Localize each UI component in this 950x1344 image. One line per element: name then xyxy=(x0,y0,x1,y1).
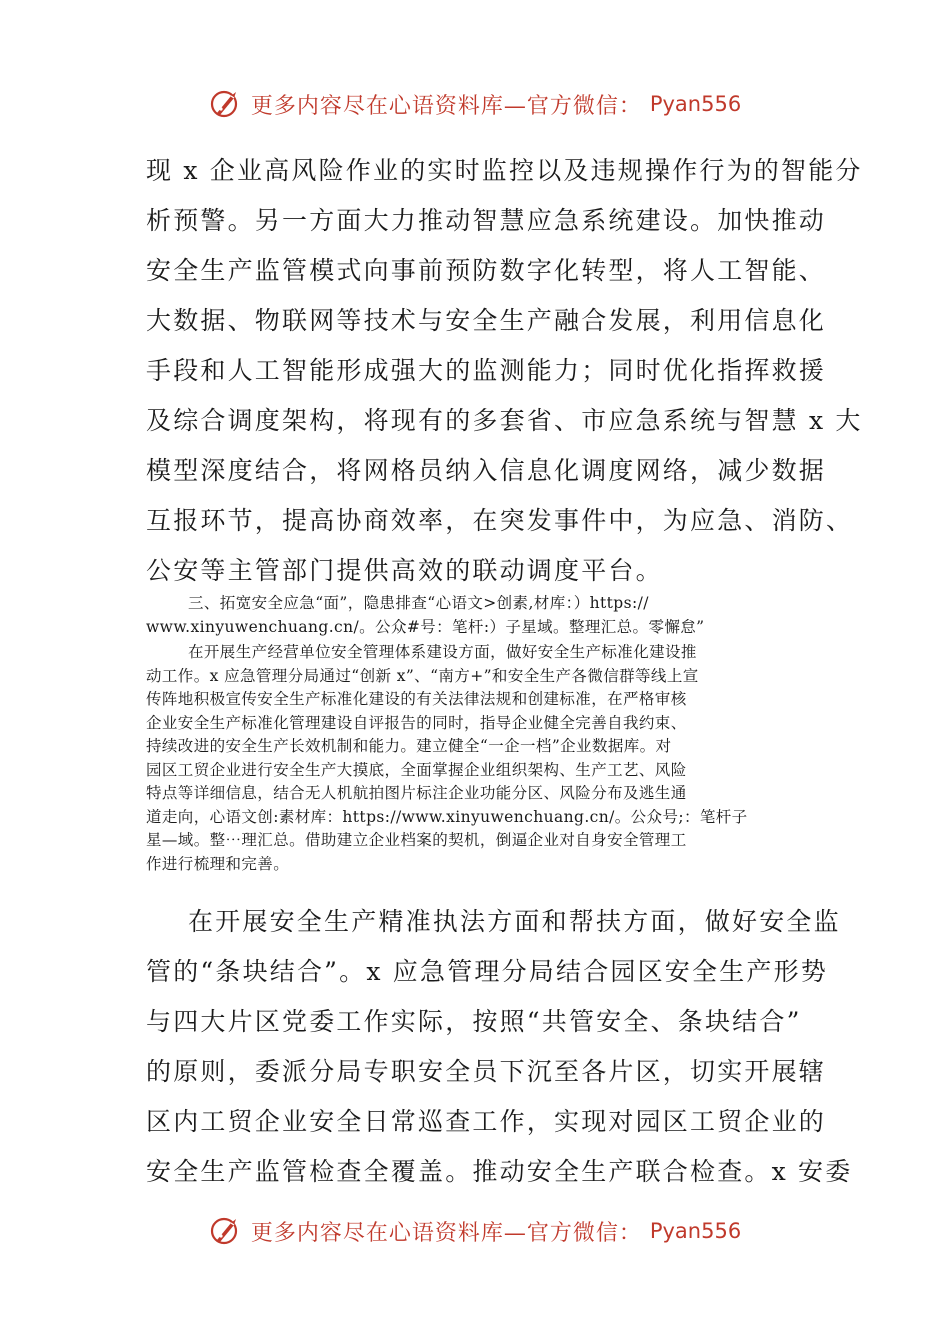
text-line: 作进行梳理和完善。 xyxy=(146,854,290,873)
pen-nib-logo-icon xyxy=(209,1214,243,1248)
text-line: 安全生产监管模式向事前预防数字化转型，将人工智能、 xyxy=(146,256,827,285)
text-line: 互报环节，提高协商效率，在突发事件中，为应急、消防、 xyxy=(146,506,854,535)
text-line: 特点等详细信息，结合无人机航拍图片标注企业功能分区、风险分布及逃生通 xyxy=(146,784,687,802)
text-line: 析预警。另一方面大力推动智慧应急系统建设。加快推动 xyxy=(146,206,827,235)
text-line: 的原则，委派分局专职安全员下沉至各片区，切实开展辖 xyxy=(146,1057,827,1086)
text-line: 传阵地积极宣传安全生产标准化建设的有关法律法规和创建标准，在严格审核 xyxy=(146,690,687,708)
text-line: 企业安全生产标准化管理建设自评报告的同时，指导企业健全完善自我约束、 xyxy=(146,713,687,732)
text-line: 区内工贸企业安全日常巡查工作，实现对园区工贸企业的 xyxy=(146,1107,827,1136)
text-line: 模型深度结合，将网格员纳入信息化调度网络，减少数据 xyxy=(146,456,827,485)
body-paragraph-2 xyxy=(146,897,853,1197)
text-line: 管的“条块结合”。x 应急管理分局结合园区安全生产形势 xyxy=(146,957,829,986)
banner-text: 更多内容尽在心语资料库—官方微信： xyxy=(250,1220,642,1246)
text-line: 动工作。x 应急管理分局通过“创新 x”、“南方+”和安全生产各微信群等线上宣 xyxy=(146,666,699,685)
banner-wechat-id: Pyan556 xyxy=(649,1219,742,1243)
text-line: 道走向，心语文创:素材库：https://www.xinyuwenchuang.cn/。公众号;：笔杆子 xyxy=(146,807,748,826)
small-paragraph xyxy=(146,641,810,876)
section-heading xyxy=(146,592,810,639)
text-line: 公安等主管部门提供高效的联动调度平台。 xyxy=(146,556,663,585)
text-line: 大数据、物联网等技术与安全生产融合发展，利用信息化 xyxy=(146,306,827,335)
banner-text: 更多内容尽在心语资料库—官方微信： xyxy=(250,93,642,119)
text-line: 手段和人工智能形成强大的监测能力；同时优化指挥救援 xyxy=(146,356,827,385)
heading-line: 三、拓宽安全应急“面”，隐患排查“心语文>创素,材库：）https:// xyxy=(188,594,649,612)
text-line: 安全生产监管检查全覆盖。推动安全生产联合检查。x 安委 xyxy=(146,1157,853,1186)
text-line: 星—域。整⋯理汇总。借助建立企业档案的契机，倒逼企业对自身安全管理工 xyxy=(146,831,687,849)
text-line: 及综合调度架构，将现有的多套省、市应急系统与智慧 x 大 xyxy=(146,406,863,435)
text-line: 在开展安全生产精准执法方面和帮扶方面，做好安全监 xyxy=(188,907,841,936)
text-line: 持续改进的安全生产长效机制和能力。建立健全“一企一档”企业数据库。对 xyxy=(146,737,672,755)
banner-wechat-id: Pyan556 xyxy=(649,92,742,116)
footer-banner xyxy=(0,1211,950,1251)
text-line: 现 x 企业高风险作业的实时监控以及违规操作行为的智能分 xyxy=(146,156,863,185)
header-banner xyxy=(0,84,950,124)
text-line: 与四大片区党委工作实际，按照“共管安全、条块结合” xyxy=(146,1007,802,1036)
text-line: 在开展生产经营单位安全管理体系建设方面，做好安全生产标准化建设推 xyxy=(188,643,697,661)
heading-line: www.xinyuwenchuang.cn/。公众#号：笔杆:）子星域。整理汇总。零懈怠” xyxy=(146,617,705,636)
body-paragraph-1 xyxy=(146,146,863,596)
pen-nib-logo-icon xyxy=(209,87,243,121)
text-line: 园区工贸企业进行安全生产大摸底，全面掌握企业组织架构、生产工艺、风险 xyxy=(146,760,687,779)
